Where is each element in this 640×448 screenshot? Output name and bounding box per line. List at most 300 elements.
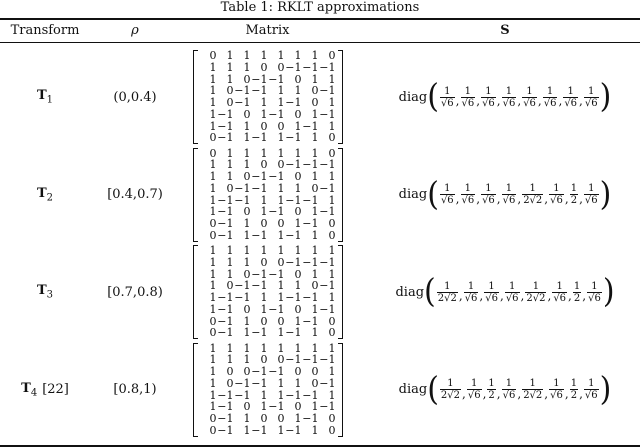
fraction — [440, 378, 461, 401]
fraction — [525, 281, 546, 304]
matrix-entry: −1 — [285, 158, 302, 172]
matrix-entry: 0 — [311, 365, 319, 378]
fraction-denominator: √6 — [464, 292, 478, 304]
matrix-entry: 1 — [209, 388, 217, 402]
fraction — [437, 281, 458, 304]
transform-cell — [0, 243, 90, 341]
matrix-entry: 1 — [209, 96, 217, 109]
comma: , — [564, 191, 569, 206]
fraction-numerator: 1 — [553, 183, 560, 194]
fraction-numerator: 1 — [588, 378, 595, 389]
matrix-entry: 0 — [226, 181, 234, 195]
fraction-denominator: √6 — [564, 97, 578, 109]
fraction-numerator: 1 — [485, 183, 492, 194]
matrix-entry: −1 — [302, 60, 319, 74]
table-row — [0, 341, 640, 439]
fraction-numerator: 1 — [505, 183, 513, 194]
matrix-entry: 1 — [243, 423, 251, 437]
matrix-entry: −1 — [217, 107, 234, 121]
matrix-entry: −1 — [234, 181, 251, 195]
matrix-entry: −1 — [268, 72, 285, 86]
fraction-denominator: 2√2 — [437, 292, 457, 304]
fraction-numerator: 1 — [464, 183, 472, 194]
matrix-entry: 1 — [243, 49, 251, 62]
fraction-numerator: 1 — [588, 183, 595, 194]
matrix-entry: 0 — [294, 205, 302, 219]
comma: , — [476, 191, 481, 206]
fraction — [484, 281, 499, 304]
fraction-numerator: 1 — [488, 378, 495, 389]
matrix-entry: 0 — [328, 146, 336, 160]
transform-letter: T — [36, 88, 47, 104]
matrix-entry: 1 — [243, 353, 251, 367]
fraction — [552, 281, 567, 304]
comma: , — [517, 386, 522, 401]
header-s: S — [500, 23, 510, 38]
matrix-entry: 1 — [243, 341, 251, 355]
fraction-denominator: √6 — [505, 292, 519, 304]
fraction-denominator: √6 — [502, 195, 516, 206]
comma: , — [544, 191, 549, 206]
matrix-cell — [180, 48, 355, 146]
matrix — [193, 343, 343, 437]
matrix-entry: 0 — [328, 423, 336, 437]
matrix-entry: 0 — [243, 170, 251, 183]
left-paren: ( — [427, 174, 439, 214]
transform-subscript: 1 — [46, 94, 54, 106]
fraction — [584, 183, 599, 206]
comma: , — [482, 386, 487, 401]
matrix-entry: 0 — [243, 400, 251, 414]
comma: , — [496, 94, 501, 108]
matrix-entry: 1 — [209, 365, 217, 378]
fraction-denominator: 2 — [573, 292, 581, 304]
fraction — [584, 86, 599, 109]
s-cell — [370, 243, 640, 341]
matrix-entry: 1 — [260, 96, 268, 109]
fraction-denominator: √6 — [502, 97, 516, 109]
diag-label: diag — [398, 89, 428, 105]
matrix-entry: −1 — [234, 84, 251, 98]
matrix-entry: 0 — [294, 400, 302, 414]
matrix-entry: 1 — [260, 107, 268, 121]
fraction-denominator: √6 — [584, 195, 598, 206]
fraction-numerator: 1 — [526, 85, 533, 97]
comma: , — [579, 386, 583, 401]
matrix-entry: 0 — [226, 279, 234, 293]
matrix-entry: 0 — [294, 365, 302, 378]
table-row — [0, 146, 640, 244]
matrix-entry: 0 — [209, 412, 217, 425]
matrix-entry: −1 — [251, 279, 268, 293]
fraction-numerator: 1 — [573, 280, 581, 292]
comma: , — [517, 191, 522, 206]
matrix-entry: 1 — [277, 193, 285, 207]
matrix-entry: 1 — [243, 217, 251, 230]
matrix-entry: −1 — [302, 388, 319, 402]
matrix-entry: 1 — [328, 291, 336, 304]
matrix-entry: 1 — [243, 244, 251, 257]
matrix-entry: 0 — [328, 326, 336, 340]
matrix-entry: 1 — [260, 291, 268, 304]
matrix-entry: 1 — [226, 353, 234, 367]
matrix-entry: 0 — [328, 314, 336, 328]
matrix-entry: −1 — [268, 107, 285, 121]
matrix-entry: 0 — [311, 376, 319, 390]
transform-letter: T — [36, 185, 47, 201]
matrix-entry: −1 — [217, 228, 234, 242]
transform-name — [37, 283, 53, 301]
fraction-denominator: √6 — [461, 195, 475, 206]
matrix-entry: 1 — [311, 146, 319, 160]
rho-cell — [95, 341, 175, 439]
matrix-entry: 1 — [260, 49, 268, 62]
matrix-entry: 0 — [243, 302, 251, 316]
matrix-entry: 1 — [311, 72, 319, 86]
right-paren: ) — [599, 369, 612, 409]
matrix-entry: 1 — [226, 72, 234, 86]
fraction — [549, 183, 564, 206]
matrix-entry: 1 — [277, 84, 285, 98]
matrix-grid — [198, 343, 338, 437]
matrix-entry: 0 — [243, 72, 251, 86]
matrix-entry: 1 — [277, 181, 285, 195]
matrix-entry: −1 — [268, 365, 285, 378]
fraction-numerator: 1 — [588, 85, 595, 97]
matrix-entry: 1 — [311, 341, 319, 355]
matrix-entry: −1 — [234, 388, 251, 402]
matrix-entry: 1 — [226, 267, 234, 281]
matrix-entry: −1 — [302, 255, 319, 269]
matrix-entry: −1 — [302, 314, 319, 328]
matrix-entry: 1 — [260, 400, 268, 414]
matrix-entry: −1 — [268, 302, 285, 316]
matrix-entry: −1 — [217, 412, 234, 425]
matrix-entry: 0 — [260, 60, 268, 74]
matrix-entry: 1 — [260, 193, 268, 207]
matrix-entry: 0 — [260, 412, 268, 425]
matrix-entry: 1 — [226, 60, 234, 74]
fraction — [481, 183, 496, 206]
matrix-entry: 1 — [277, 244, 285, 257]
fraction-numerator: 1 — [532, 280, 540, 292]
matrix-entry: 1 — [277, 279, 285, 293]
transform-name — [37, 88, 53, 106]
matrix-entry: 1 — [311, 131, 319, 145]
matrix-entry: −1 — [251, 267, 268, 281]
bottom-rule — [0, 445, 640, 447]
matrix-entry: 1 — [243, 255, 251, 269]
fraction-numerator: 1 — [471, 378, 478, 389]
matrix-entry: 1 — [209, 341, 217, 355]
comma: , — [458, 289, 463, 303]
matrix-entry: −1 — [217, 217, 234, 230]
matrix-entry: 1 — [277, 423, 285, 437]
fraction-numerator: 1 — [505, 378, 513, 389]
right-paren: ) — [602, 272, 615, 311]
fraction-denominator: √6 — [482, 195, 495, 206]
matrix-entry: −1 — [217, 205, 234, 219]
matrix-entry: 1 — [243, 158, 251, 172]
transform-subscript: 2 — [46, 192, 54, 204]
left-paren: ( — [427, 369, 439, 409]
header-matrix: Matrix — [245, 23, 290, 38]
matrix-entry: 1 — [226, 244, 234, 257]
fraction — [461, 183, 476, 206]
rho-value: [0.7,0.8) — [107, 284, 163, 300]
matrix-entry: 0 — [277, 119, 285, 133]
matrix-entry: 1 — [209, 60, 217, 74]
matrix-entry: 1 — [209, 376, 217, 390]
matrix-entry: 0 — [260, 255, 268, 269]
matrix-entry: 0 — [260, 314, 268, 328]
comma: , — [579, 94, 583, 108]
matrix-entry: 1 — [294, 181, 302, 195]
matrix-entry: −1 — [302, 158, 319, 172]
matrix-entry: 1 — [226, 255, 234, 269]
matrix-entry: 1 — [243, 146, 251, 160]
matrix-entry: 0 — [277, 158, 285, 172]
fraction-denominator: 2 — [570, 390, 578, 401]
fraction — [467, 378, 482, 401]
matrix-entry: 1 — [328, 119, 336, 133]
matrix-entry: −1 — [285, 193, 302, 207]
s-cell — [370, 341, 640, 439]
right-paren: ) — [599, 77, 612, 116]
comma: , — [479, 289, 484, 303]
matrix-entry: −1 — [319, 181, 336, 195]
rho-cell — [95, 48, 175, 146]
matrix-entry: −1 — [217, 193, 234, 207]
matrix-entry: −1 — [302, 412, 319, 425]
matrix-entry: 0 — [260, 119, 268, 133]
rho-value: [0.4,0.7) — [107, 187, 163, 202]
matrix-entry: −1 — [285, 228, 302, 242]
fraction-numerator: 1 — [488, 280, 495, 292]
matrix-entry: −1 — [217, 400, 234, 414]
matrix-entry: 1 — [209, 353, 217, 367]
fraction — [570, 378, 578, 401]
matrix-entry: −1 — [251, 423, 268, 437]
fraction-denominator: √6 — [584, 390, 598, 401]
matrix-entry: −1 — [285, 131, 302, 145]
fraction-denominator: √6 — [467, 390, 481, 401]
comma: , — [455, 191, 460, 206]
transform-cell — [0, 146, 90, 244]
comma: , — [496, 191, 501, 206]
matrix-entry: 1 — [277, 341, 285, 355]
matrix-entry: 0 — [209, 228, 217, 242]
matrix-entry: −1 — [217, 291, 234, 304]
matrix-entry: −1 — [285, 388, 302, 402]
matrix-entry: 1 — [277, 49, 285, 62]
fraction-denominator: √6 — [588, 292, 601, 304]
s-cell — [370, 48, 640, 146]
matrix-entry: 0 — [311, 96, 319, 109]
matrix-entry: 1 — [277, 96, 285, 109]
transform-subscript: 4 — [30, 387, 38, 399]
matrix-entry: −1 — [302, 217, 319, 230]
comma: , — [476, 94, 481, 108]
comma: , — [455, 94, 460, 108]
matrix-entry: 1 — [311, 49, 319, 62]
matrix-entry: 0 — [277, 255, 285, 269]
matrix-entry: 1 — [209, 158, 217, 172]
diag-expression — [398, 369, 612, 409]
matrix — [193, 50, 343, 144]
transform-letter: T — [21, 380, 31, 396]
matrix-entry: 1 — [260, 205, 268, 219]
matrix-entry: 1 — [311, 244, 319, 257]
fraction-denominator: 2√2 — [440, 390, 461, 401]
matrix-entry: 1 — [226, 170, 234, 183]
matrix-entry: 1 — [277, 376, 285, 390]
comma: , — [558, 94, 563, 108]
matrix-entry: 1 — [260, 388, 268, 402]
matrix-entry: 1 — [243, 60, 251, 74]
matrix-entry: 1 — [328, 388, 336, 402]
matrix-entry: 1 — [209, 119, 217, 133]
fraction-denominator: 2√2 — [523, 195, 543, 206]
matrix-entry: 0 — [226, 376, 234, 390]
fraction-numerator: 1 — [444, 280, 451, 292]
matrix-entry: 1 — [209, 302, 217, 316]
fraction — [549, 378, 564, 401]
fraction — [464, 281, 479, 304]
matrix-entry: −1 — [234, 376, 251, 390]
fraction-denominator: √6 — [553, 292, 567, 304]
matrix-entry: 1 — [209, 193, 217, 207]
fraction-numerator: 1 — [505, 85, 513, 97]
rho-value: (0,0.4) — [113, 89, 157, 105]
matrix-entry: −1 — [251, 326, 268, 340]
comma: , — [537, 94, 542, 108]
matrix-entry: 1 — [226, 146, 234, 160]
matrix-entry: −1 — [319, 205, 336, 219]
matrix-entry: 1 — [277, 146, 285, 160]
matrix-entry: 1 — [209, 84, 217, 98]
comma: , — [582, 289, 587, 303]
matrix-entry: 1 — [311, 170, 319, 183]
matrix-entry: 1 — [209, 400, 217, 414]
comma: , — [568, 289, 572, 303]
fraction-numerator: 1 — [567, 85, 574, 97]
matrix-entry: 0 — [294, 107, 302, 121]
matrix-entry: 0 — [328, 228, 336, 242]
fraction — [563, 86, 578, 109]
matrix-entry: −1 — [268, 205, 285, 219]
matrix-entry: 1 — [260, 341, 268, 355]
matrix-entry: −1 — [217, 131, 234, 145]
matrix-entry: 1 — [311, 423, 319, 437]
diag-expression — [395, 272, 615, 311]
comma: , — [499, 289, 504, 303]
matrix-entry: 1 — [209, 244, 217, 257]
fraction — [522, 378, 543, 401]
matrix-entry: 0 — [243, 205, 251, 219]
matrix-entry: 0 — [209, 49, 217, 62]
matrix-entry: 1 — [260, 146, 268, 160]
matrix-entry: 1 — [294, 376, 302, 390]
matrix-entry: 1 — [294, 217, 302, 230]
diag-expression — [398, 77, 612, 116]
matrix-entry: 1 — [311, 326, 319, 340]
matrix-entry: 0 — [260, 158, 268, 172]
fraction-denominator: √6 — [523, 97, 536, 109]
matrix-entry: 0 — [209, 423, 217, 437]
matrix-entry: −1 — [217, 388, 234, 402]
matrix-entry: 1 — [294, 314, 302, 328]
left-paren: ( — [424, 272, 436, 311]
transform-name — [21, 381, 37, 399]
table-row — [0, 243, 640, 341]
matrix-entry: 0 — [277, 314, 285, 328]
right-bracket — [338, 245, 343, 339]
matrix-grid — [198, 50, 338, 144]
matrix-entry: 1 — [328, 341, 336, 355]
matrix-entry: 1 — [226, 49, 234, 62]
header-transform: Transform — [10, 23, 80, 38]
matrix-entry: −1 — [319, 302, 336, 316]
matrix-entry: 0 — [243, 365, 251, 378]
fraction — [505, 281, 520, 304]
fraction — [573, 281, 581, 304]
comma: , — [544, 386, 549, 401]
matrix-entry: −1 — [319, 400, 336, 414]
matrix-entry: −1 — [217, 326, 234, 340]
matrix-entry: −1 — [234, 291, 251, 304]
matrix-entry: 1 — [294, 412, 302, 425]
matrix-entry: −1 — [251, 170, 268, 183]
matrix-entry: 0 — [260, 217, 268, 230]
rho-cell — [95, 146, 175, 244]
diag-label: diag — [395, 284, 425, 300]
header-rho: ρ — [131, 23, 139, 38]
matrix-grid — [198, 148, 338, 242]
transform-cell — [0, 341, 90, 439]
comma: , — [579, 191, 583, 206]
matrix-entry: 1 — [294, 49, 302, 62]
matrix-entry: 0 — [311, 279, 319, 293]
diag-expression — [398, 174, 612, 214]
matrix-entry: 1 — [328, 170, 336, 183]
fraction-numerator: 1 — [553, 378, 560, 389]
fraction-numerator: 1 — [529, 378, 536, 389]
fraction-numerator: 1 — [529, 183, 536, 194]
matrix-entry: 0 — [277, 353, 285, 367]
transform-cell — [0, 48, 90, 146]
fraction-denominator: 2 — [488, 390, 495, 401]
table-row — [0, 48, 640, 146]
comma: , — [462, 386, 466, 401]
fraction-denominator: 2√2 — [526, 292, 546, 304]
fraction — [522, 86, 537, 109]
matrix-entry: −1 — [319, 353, 336, 367]
matrix-entry: 0 — [209, 217, 217, 230]
matrix-entry: 1 — [294, 119, 302, 133]
matrix-entry: 1 — [209, 291, 217, 304]
fraction-denominator: √6 — [584, 97, 598, 109]
matrix-entry: 1 — [209, 267, 217, 281]
matrix-entry: 0 — [277, 217, 285, 230]
matrix-entry: 1 — [328, 72, 336, 86]
matrix-entry: 1 — [209, 170, 217, 183]
matrix-entry: −1 — [319, 158, 336, 172]
fraction-denominator: √6 — [502, 390, 516, 401]
matrix-entry: 1 — [328, 267, 336, 281]
matrix-entry: 0 — [226, 365, 234, 378]
matrix-entry: 1 — [328, 365, 336, 378]
